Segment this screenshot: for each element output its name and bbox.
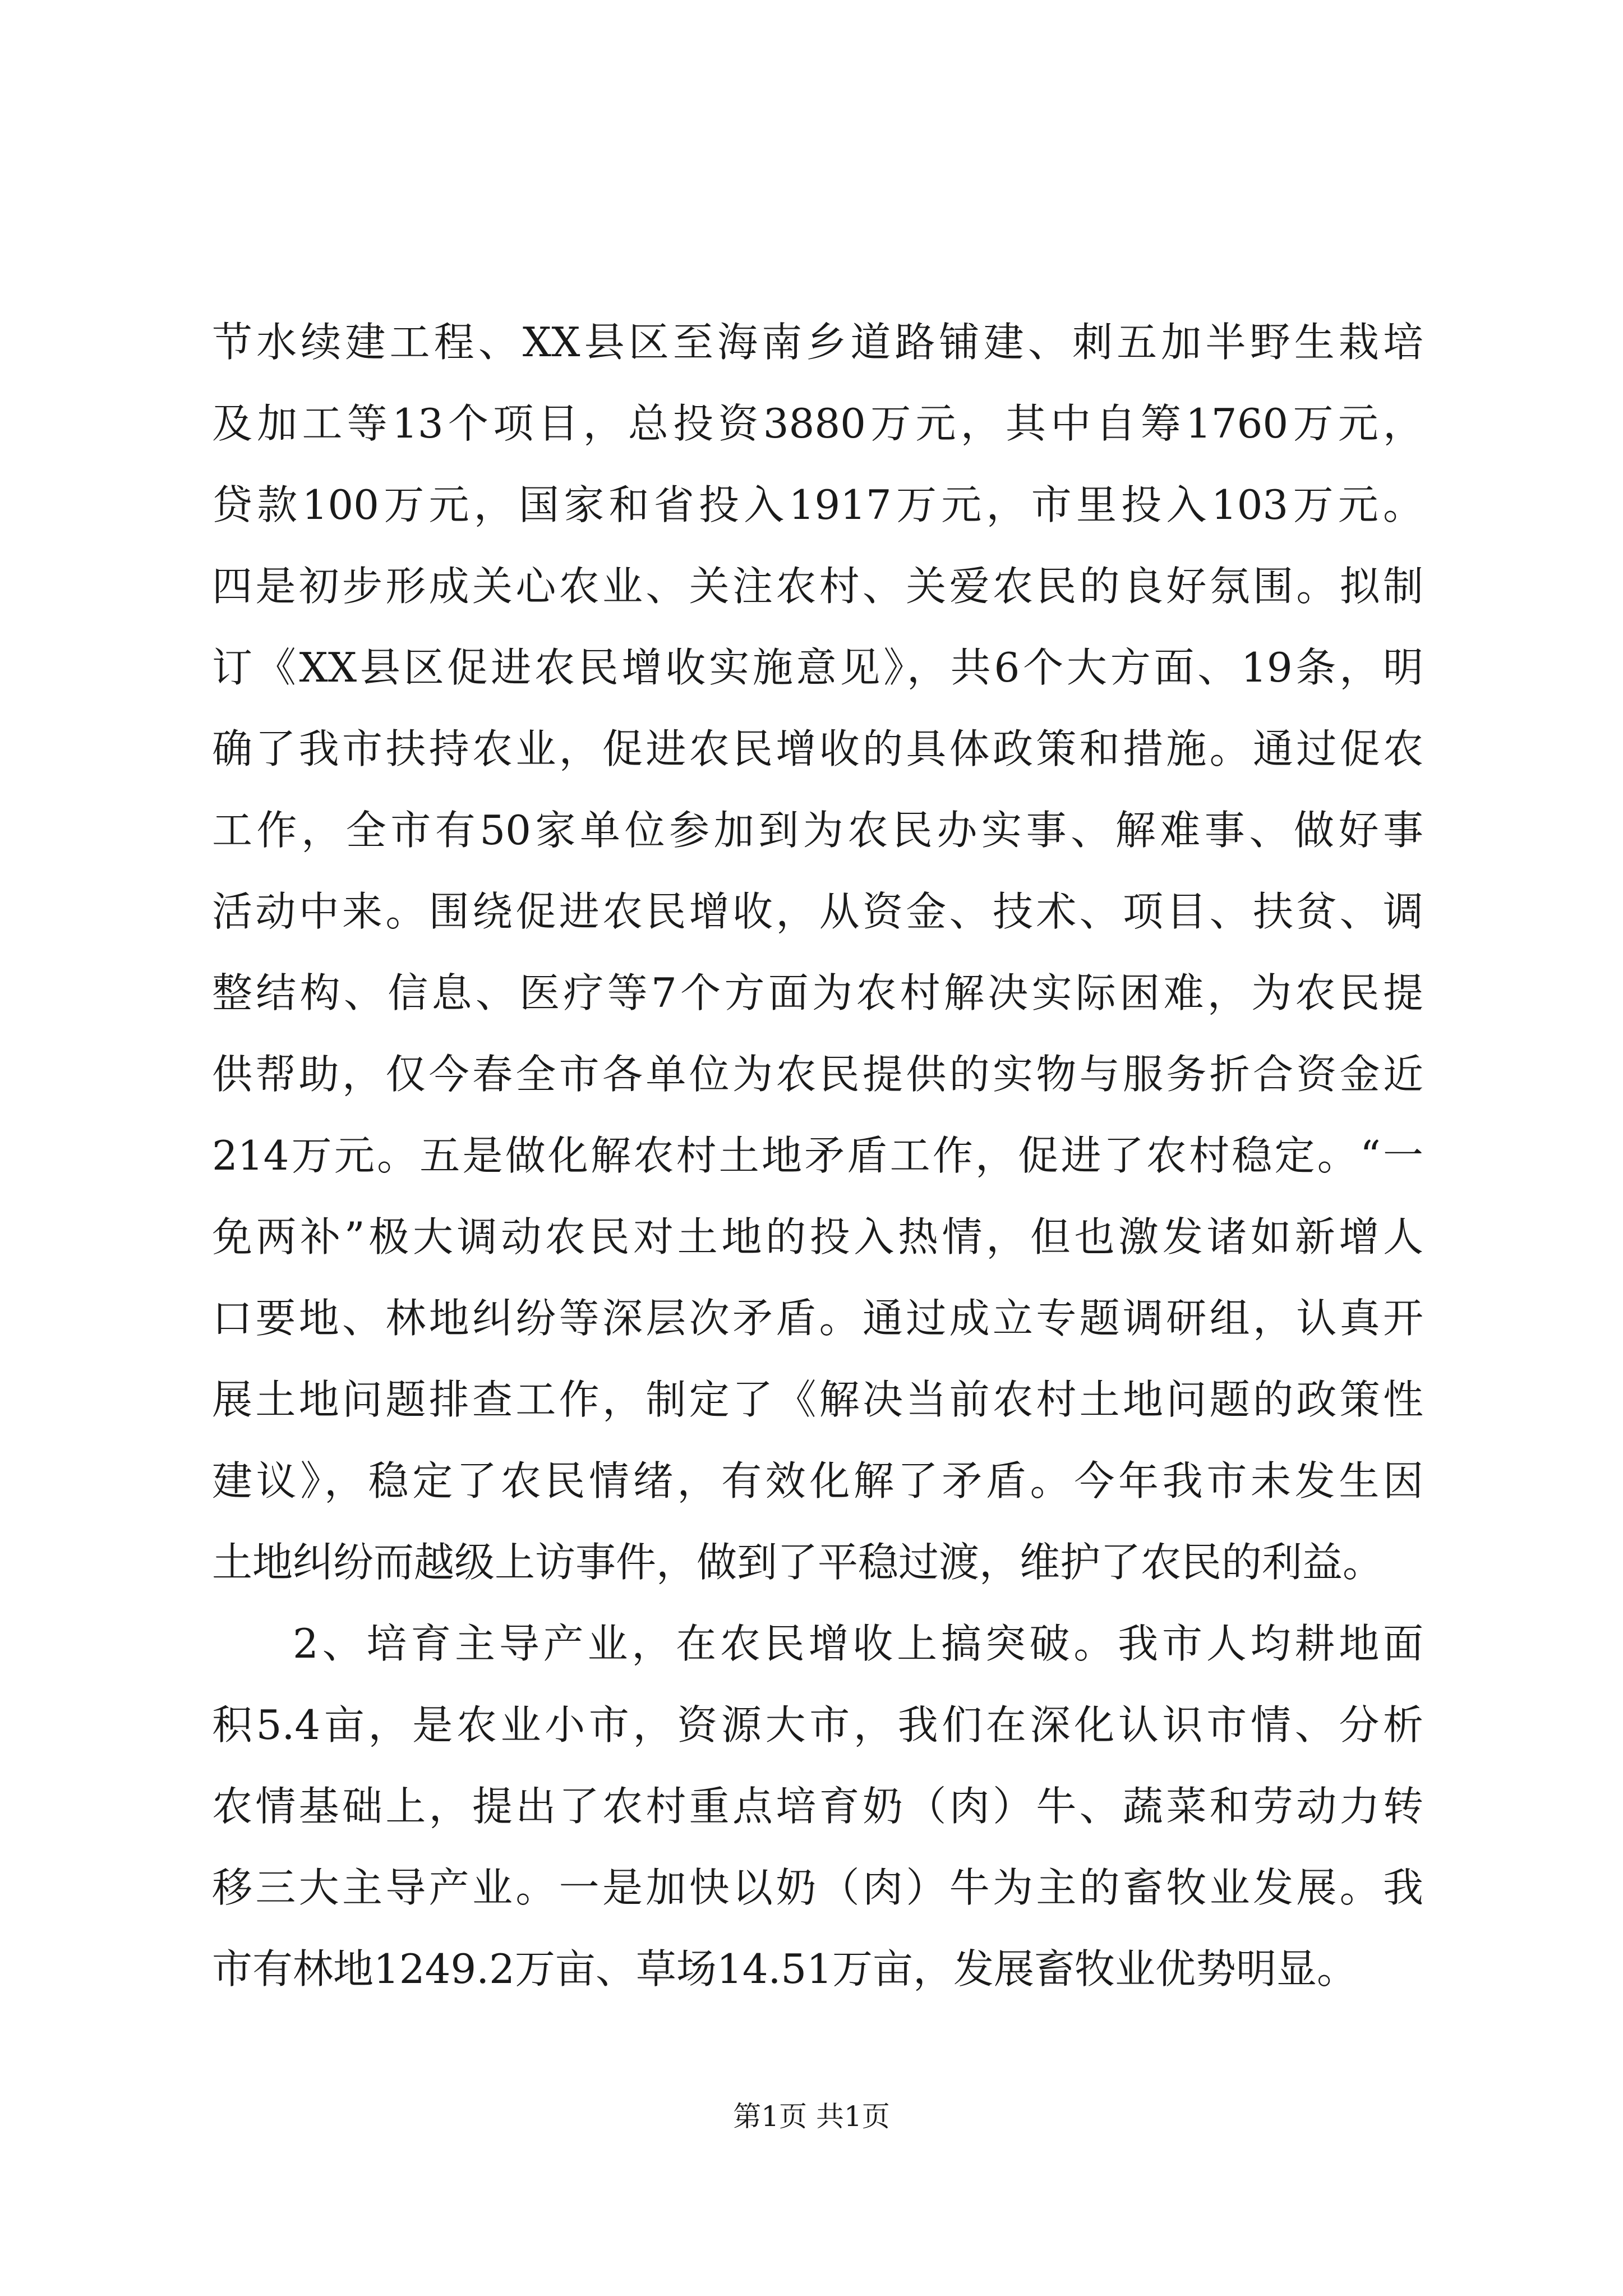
page-footer: 第1页 共1页 [733, 2100, 890, 2133]
text-line: 整结构、信息、医疗等7个方面为农村解决实际困难，为农民提 [212, 969, 1423, 1016]
text-line: 积5.4亩，是农业小市，资源大市，我们在深化认识市情、分析 [212, 1701, 1423, 1749]
text-line: 四是初步形成关心农业、关注农村、关爱农民的良好氛围。拟制 [212, 563, 1423, 610]
text-line: 订《XX县区促进农民增收实施意见》，共6个大方面、19条，明 [212, 644, 1423, 691]
text-line: 移三大主导产业。一是加快以奶（肉）牛为主的畜牧业发展。我 [212, 1864, 1423, 1911]
text-line: 及加工等13个项目，总投资3880万元，其中自筹1760万元， [212, 400, 1423, 447]
text-line: 免两补”极大调动农民对土地的投入热情，但也激发诸如新增人 [212, 1213, 1423, 1260]
text-line: 建议》，稳定了农民情绪，有效化解了矛盾。今年我市未发生因 [212, 1457, 1423, 1504]
text-line: 展土地问题排查工作，制定了《解决当前农村土地问题的政策性 [212, 1376, 1423, 1423]
text-line: 贷款100万元，国家和省投入1917万元，市里投入103万元。 [212, 481, 1423, 528]
text-line: 市有林地1249.2万亩、草场14.51万亩，发展畜牧业优势明显。 [212, 1945, 1358, 1993]
text-line: 土地纠纷而越级上访事件，做到了平稳过渡，维护了农民的利益。 [212, 1539, 1384, 1586]
text-line: 活动中来。围绕促进农民增收，从资金、技术、项目、扶贫、调 [212, 888, 1423, 935]
text-line: 口要地、林地纠纷等深层次矛盾。通过成立专题调研组，认真开 [212, 1295, 1423, 1342]
text-line: 农情基础上，提出了农村重点培育奶（肉）牛、蔬菜和劳动力转 [212, 1783, 1423, 1830]
text-line: 确了我市扶持农业，促进农民增收的具体政策和措施。通过促农 [212, 725, 1423, 772]
text-line: 2、培育主导产业，在农民增收上搞突破。我市人均耕地面 [293, 1620, 1423, 1667]
text-line: 供帮助，仅今春全市各单位为农民提供的实物与服务折合资金近 [212, 1051, 1423, 1098]
text-line: 214万元。五是做化解农村土地矛盾工作，促进了农村稳定。“一 [212, 1132, 1423, 1179]
text-line: 工作，全市有50家单位参加到为农民办实事、解难事、做好事 [212, 807, 1423, 854]
body-text [212, 302, 1423, 2010]
text-line: 节水续建工程、XX县区至海南乡道路铺建、刺五加半野生栽培 [212, 319, 1423, 366]
